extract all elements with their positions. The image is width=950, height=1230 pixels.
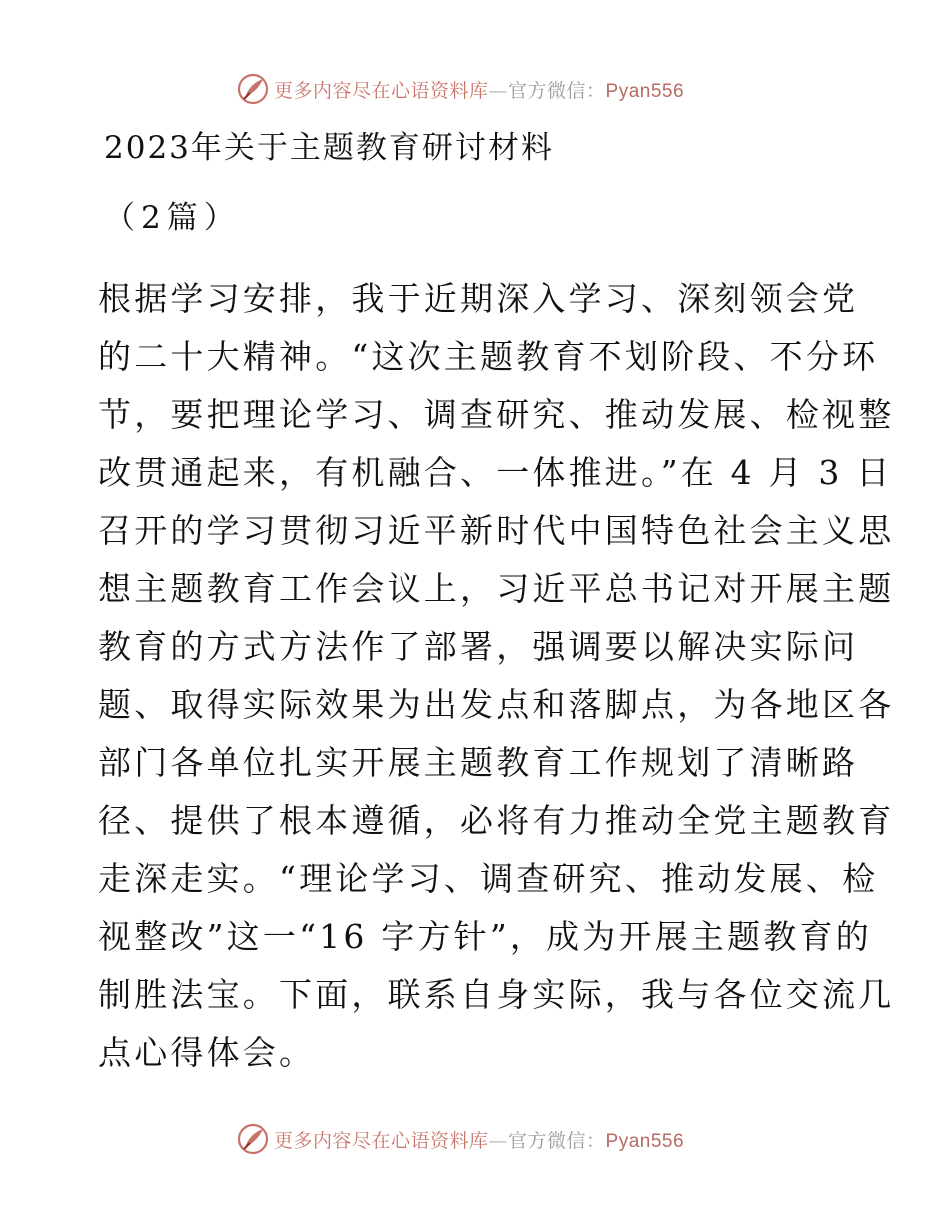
body-line: 召开的学习贯彻习近平新时代中国特色社会主义思 <box>98 511 895 550</box>
body-line: 想主题教育工作会议上，习近平总书记对开展主题 <box>98 569 895 608</box>
watermark-wechat-id: Pyan556 <box>605 1130 685 1152</box>
body-line: 节，要把理论学习、调查研究、推动发展、检视整 <box>98 395 895 434</box>
body-line: 点心得体会。 <box>98 1033 316 1072</box>
quill-logo-icon <box>236 1122 270 1156</box>
body-line: 视整改”这一“16 字方针”，成为开展主题教育的 <box>98 917 872 956</box>
watermark-wechat-id: Pyan556 <box>605 80 685 102</box>
body-line: 题、取得实际效果为出发点和落脚点，为各地区各 <box>98 685 895 724</box>
document-subtitle: （2篇） <box>104 200 241 236</box>
footer-watermark <box>236 1122 684 1156</box>
watermark-brand: 更多内容尽在心语资料库 <box>274 79 489 102</box>
watermark-dash: — <box>488 1129 509 1152</box>
document-body <box>98 270 895 1082</box>
body-line: 教育的方式方法作了部署，强调要以解决实际问 <box>98 627 859 666</box>
quill-logo-icon <box>236 72 270 106</box>
watermark-text <box>274 76 684 103</box>
body-line: 走深走实。“理论学习、调查研究、推动发展、检 <box>98 859 879 898</box>
watermark-dash: — <box>488 79 509 102</box>
body-line: 径、提供了根本遵循，必将有力推动全党主题教育 <box>98 801 895 840</box>
watermark-wechat-label: 官方微信： <box>508 79 606 102</box>
body-line: 的二十大精神。“这次主题教育不划阶段、不分环 <box>98 337 879 376</box>
watermark-wechat-label: 官方微信： <box>508 1129 606 1152</box>
body-line: 根据学习安排，我于近期深入学习、深刻领会党 <box>98 279 859 318</box>
body-line: 改贯通起来，有机融合、一体推进。”在 4 月 3 日 <box>98 453 893 492</box>
watermark-brand: 更多内容尽在心语资料库 <box>274 1129 489 1152</box>
watermark-text <box>274 1126 684 1153</box>
header-watermark <box>236 72 684 106</box>
document-title: 2023年关于主题教育研讨材料 <box>104 130 554 166</box>
body-line: 部门各单位扎实开展主题教育工作规划了清晰路 <box>98 743 859 782</box>
body-line: 制胜法宝。下面，联系自身实际，我与各位交流几 <box>98 975 895 1014</box>
